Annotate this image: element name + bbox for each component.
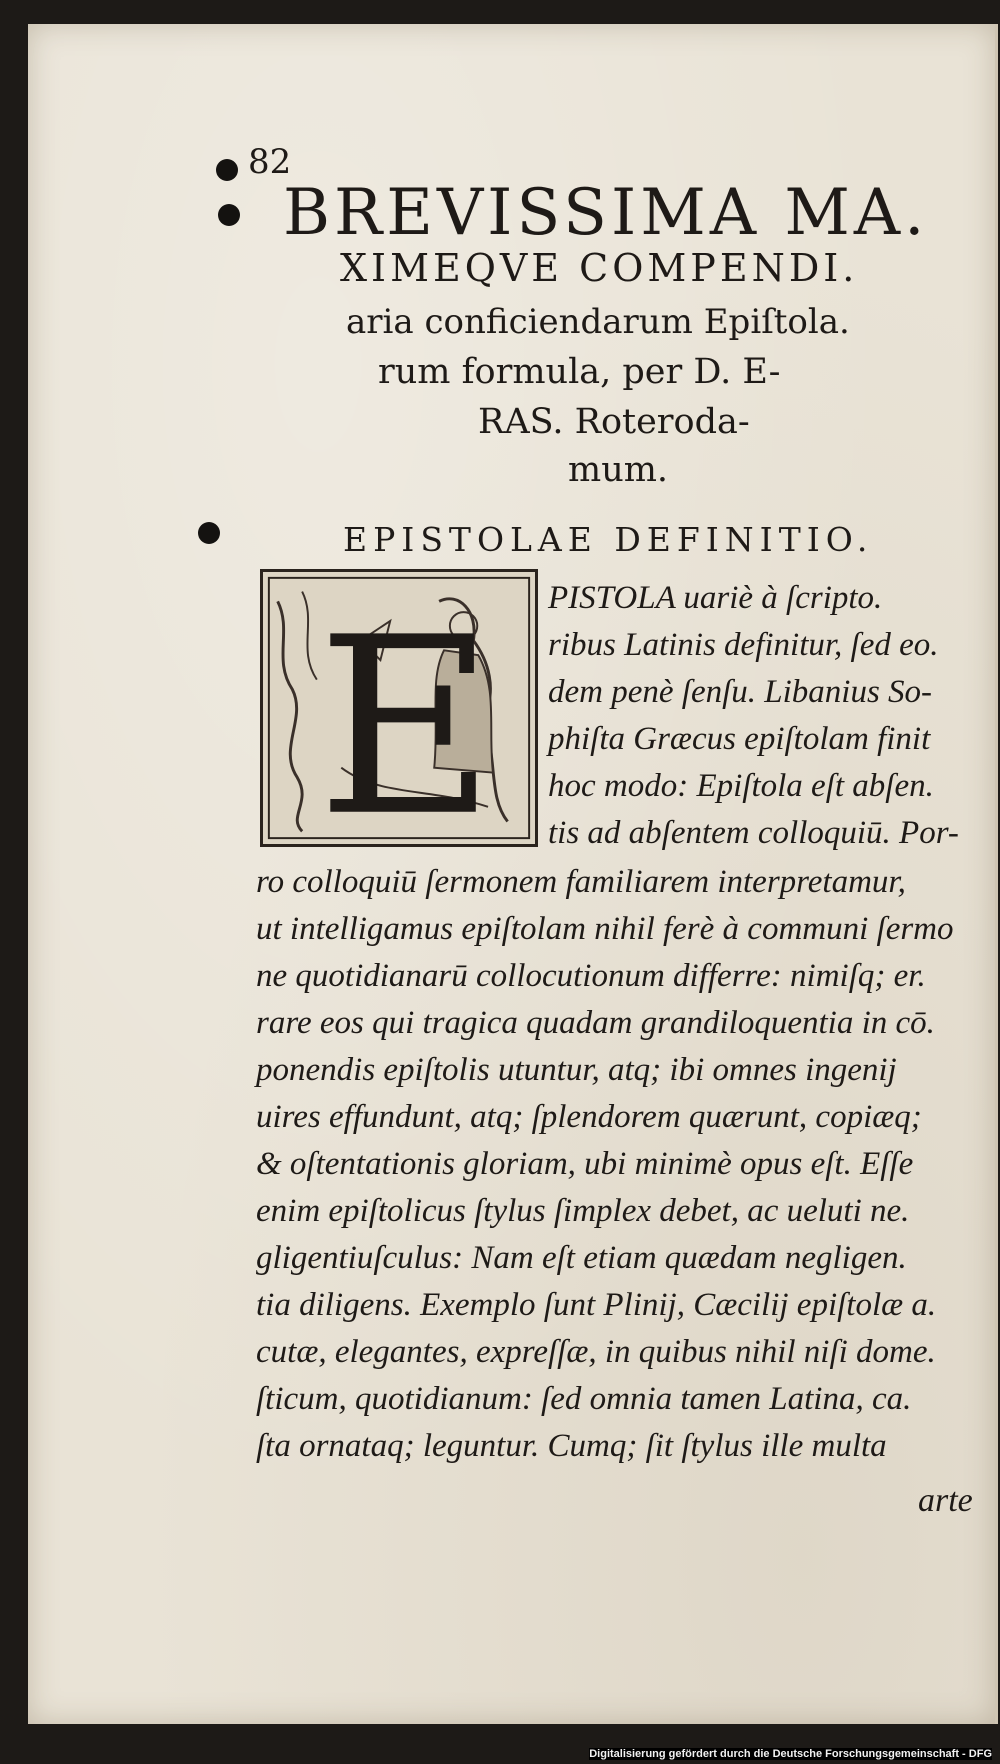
page-number: 82 (248, 142, 292, 182)
title-line-6: mum. (568, 450, 669, 490)
body-line: & oſtentationis gloriam, ubi minimè opus eſt. Eſſe (256, 1146, 914, 1182)
title-line-1: BREVISSIMA MA. (283, 176, 929, 250)
body-line: rare eos qui tragica quadam grandiloquentia in cō. (256, 1005, 935, 1041)
woodcut-illustration-icon (263, 572, 535, 844)
body-line: cutæ, elegantes, expreſſæ, in quibus nihil niſi dome. (256, 1334, 936, 1370)
body-line: tia diligens. Exemplo ſunt Plinij, Cæcilij epiſtolæ a. (256, 1287, 937, 1323)
section-heading: EPISTOLAE DEFINITIO. (343, 520, 874, 559)
body-line: gligentiuſculus: Nam eſt etiam quædam negligen. (256, 1240, 907, 1276)
binding-hole (216, 159, 238, 181)
body-line: uires effundunt, atq; ſplendorem quærunt, copiæq; (256, 1099, 922, 1135)
book-page (28, 24, 998, 1724)
binding-hole (198, 522, 220, 544)
body-line: ne quotidianarū collocutionum differre: nimiſq; er. (256, 958, 926, 994)
body-line: dem penè ſenſu. Libanius So- (548, 674, 933, 710)
body-line: PISTOLA uariè à ſcripto. (548, 580, 883, 616)
decorated-initial (260, 569, 538, 847)
title-line-2: XIMEQVE COMPENDI. (340, 246, 859, 290)
catchword: arte (918, 1482, 973, 1519)
body-line: ribus Latinis definitur, ſed eo. (548, 627, 939, 663)
body-line: ro colloquiū ſermonem familiarem interpretamur, (256, 864, 906, 900)
body-line: phiſta Græcus epiſtolam finit (548, 721, 931, 757)
body-line: ſticum, quotidianum: ſed omnia tamen Latina, ca. (256, 1381, 912, 1417)
title-line-3: aria conficiendarum Epiſtola. (346, 302, 850, 342)
title-line-4: rum formula, per D. E- (378, 352, 781, 392)
title-line-5: RAS. Roteroda- (478, 402, 750, 442)
body-line: ut intelligamus epiſtolam nihil ferè à communi ſermo (256, 911, 954, 947)
binding-hole (218, 204, 240, 226)
digitization-footer: Digitalisierung gefördert durch die Deutsche Forschungsgemeinschaft - DFG (589, 1748, 992, 1760)
body-line: hoc modo: Epiſtola eſt abſen. (548, 768, 934, 804)
body-line: ſta ornataq; leguntur. Cumq; ſit ſtylus ille multa (256, 1428, 887, 1464)
body-line: tis ad abſentem colloquiū. Por- (548, 815, 959, 851)
initial-letter: E (316, 584, 496, 844)
body-line: ponendis epiſtolis utuntur, atq; ibi omnes ingenij (256, 1052, 897, 1088)
body-line: enim epiſtolicus ſtylus ſimplex debet, ac ueluti ne. (256, 1193, 910, 1229)
